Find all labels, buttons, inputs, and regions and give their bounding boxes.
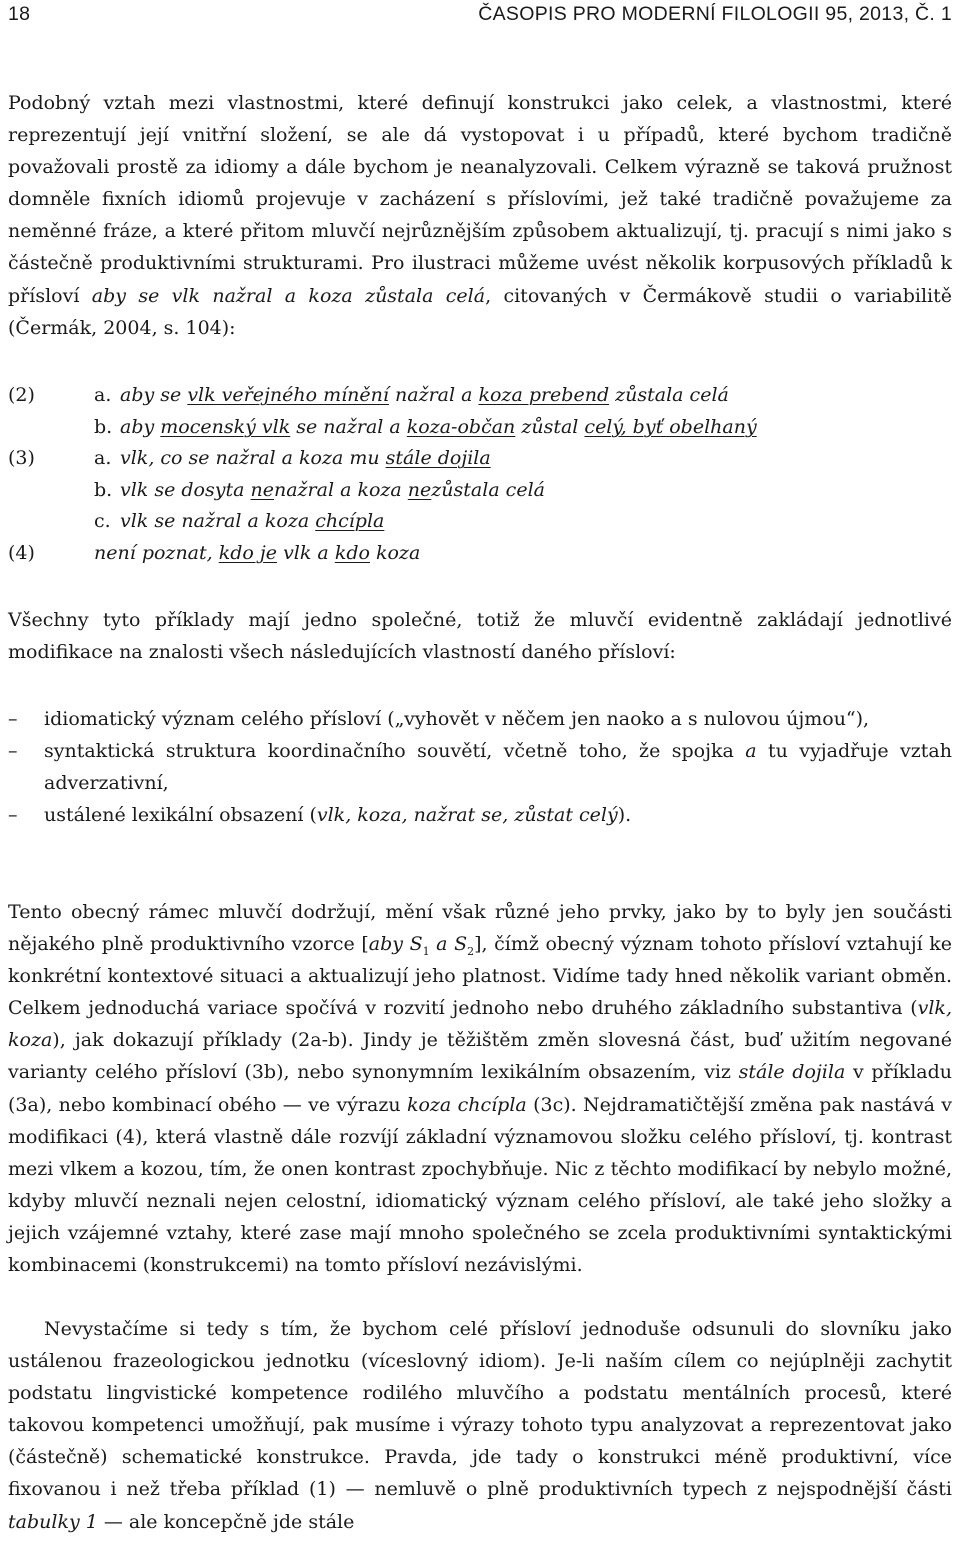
- dash-bullet: –: [8, 804, 18, 827]
- example-3c: [8, 506, 952, 538]
- example-text: aby se vlk veřejného mínění nažral a koza prebend zůstala celá: [120, 384, 729, 406]
- example-2b: [8, 412, 952, 444]
- example-3b: [8, 475, 952, 507]
- paragraph-intro: Podobný vztah mezi vlastnostmi, které definují konstrukci jako celek, a vlastnostmi, které reprezentují její vnitřní složení, se ale dá vystopovat i u případů, které bychom tradičně považovali prostě za idiomy a dále bychom je neanalyzovali. Celkem výrazně se taková pružnost domněle fixních idiomů projevuje v zacházení s příslovími, jež také tradičně považujeme za neměnné fráze, a které přitom mluvčí nejrůznějším způsobem aktualizují, tj. pracují s nimi jako s částečně produktivními strukturami. Pro ilustraci můžeme uvést několik korpusových příkladů k přísloví aby se vlk nažral a koza zůstala celá, citovaných v Čermákově studii o variabilitě (Čermák, 2004, s. 104):: [8, 92, 952, 339]
- running-header: [8, 3, 952, 29]
- page-number: 18: [8, 3, 31, 25]
- example-letter: a.: [94, 447, 112, 469]
- example-text: aby mocenský vlk se nažral a koza-občan zůstal celý, byť obelhaný: [120, 415, 757, 438]
- example-letter: b.: [94, 415, 113, 438]
- example-text: vlk se dosyta nenažral a koza nezůstala celá: [120, 478, 545, 501]
- paragraph-conclusion: Nevystačíme si tedy s tím, že bychom celé přísloví jednoduše odsunuli do slovníku jako ustálenou frazeologickou jednotku (víceslovný idiom). Je-li naším cílem co nejúplněji zachytit podstatu lingvistické kompetence rodilého mluvčího a podstatu mentálních procesů, které takovou kompetenci umožňují, pak musíme i výrazy tohoto typu analyzovat a reprezentovat jako (částečně) schematické konstrukce. Pravda, jde tady o konstrukci méně produktivní, více fixovanou i než třeba příklad (1) — nemluvě o plně produktivních typech z nejspodnější části tabulky 1 — ale koncepčně jde stále: [8, 1318, 952, 1533]
- example-3a: [8, 443, 952, 475]
- example-letter: c.: [94, 510, 111, 532]
- examples-block: [8, 380, 952, 569]
- list-item: – ustálené lexikální obsazení (vlk, koza, nažrat se, zůstat celý).: [8, 799, 952, 831]
- example-text: vlk se nažral a koza chcípla: [120, 510, 385, 532]
- paragraph-analysis: Tento obecný rámec mluvčí dodržují, mění však různé jeho prvky, jako by to byly jen součásti nějakého plně produktivního vzorce [aby $S_1$ a $S_2$], čímž obecný význam tohoto přísloví vztahují ke konkrétní kontextové situaci a aktualizují jeho platnost. Vidíme tady hned několik variant obměn. Celkem jednoduchá variace spočívá v rozvití jednoho nebo druhého základního substantiva (vlk, koza), jak dokazují příklady (2a-b). Jindy je těžištěm změn slovesná část, buď užitím negované varianty celého přísloví (3b), nebo synonymním lexikálním obsazením, viz stále dojila v příkladu (3a), nebo kombinací obého — ve výrazu koza chcípla (3c). Nejdramatičtější změna pak nastává v modifikaci (4), která vlastně dále rozvíjí základní významovou složku celého přísloví, tj. kontrast mezi vlkem a kozou, tím, že onen kontrast zpochybňuje. Nic z těchto modifikací by nebylo možné, kdyby mluvčí neznali nejen celostní, idiomatický význam celého přísloví, ale také jeho složky a jejich vzájemné vztahy, které zase mají mnoho společného se zcela produktivními syntaktickými kombinacemi (konstrukcemi) na tomto přísloví nezávislými.: [8, 901, 953, 1277]
- example-number: (2): [8, 384, 35, 406]
- example-number: (3): [8, 447, 35, 469]
- list-item: – syntaktická struktura koordinačního souvětí, včetně toho, že spojka a tu vyjadřuje vztah adverzativní,: [8, 735, 952, 799]
- dash-bullet: –: [8, 708, 18, 730]
- example-text: není poznat, kdo je vlk a kdo koza: [94, 541, 421, 564]
- journal-title: ČASOPIS PRO MODERNÍ FILOLOGII 95, 2013, Č. 1: [478, 3, 952, 25]
- example-number: (4): [8, 541, 35, 564]
- list-item: – idiomatický význam celého přísloví („vyhovět v něčem jen naoko a s nulovou újmou“),: [8, 703, 952, 735]
- dash-bullet: –: [8, 740, 18, 763]
- paragraph-summary: Všechny tyto příklady mají jedno společné, totiž že mluvčí evidentně zakládají jednotlivé modifikace na znalosti všech následujících vlastností daného přísloví:: [8, 609, 952, 664]
- example-2a: [8, 380, 952, 412]
- properties-list: [8, 703, 952, 831]
- proverb-italic: aby se vlk nažral a koza zůstala celá: [91, 284, 486, 307]
- example-text: vlk, co se nažral a koza mu stále dojila: [120, 447, 491, 469]
- example-letter: b.: [94, 478, 113, 501]
- example-4: [8, 538, 952, 570]
- example-letter: a.: [94, 384, 112, 406]
